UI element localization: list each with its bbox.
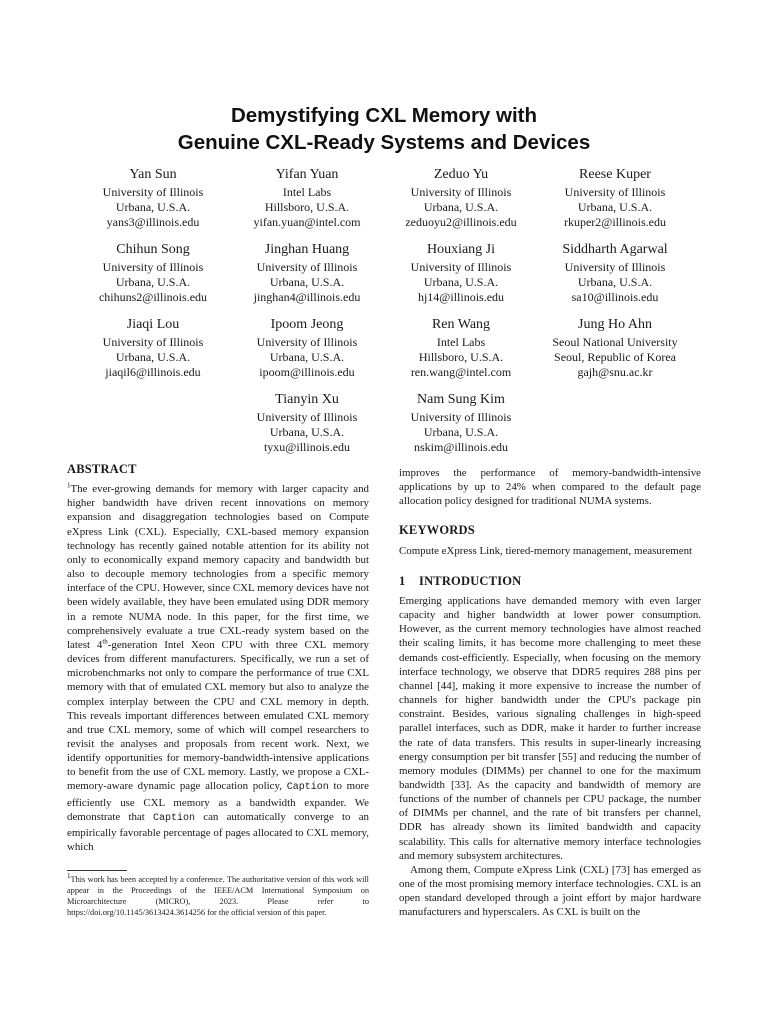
author-name: Zeduo Yu: [433, 167, 489, 182]
author-name: Reese Kuper: [579, 167, 651, 182]
author-block: [76, 315, 230, 390]
author-affiliation: University of Illinois: [564, 260, 666, 274]
author-email: yans3@illinois.edu: [106, 215, 200, 229]
abstract-heading: ABSTRACT: [67, 462, 137, 476]
author-email: zeduoyu2@illinois.edu: [405, 215, 517, 229]
introduction-paragraph-1: Emerging applications have demanded memory with even larger capacity and higher bandwidth at lower power consumption. However, as the current memory technologies have almost reached their scaling limits, it has become more challenging to meet these demands cost-efficiently. Especially, when focusing on the memory interface technology, we observe that DDR5 requires 288 pins per channel [44], making it more expensive to increase the number of channels for higher bandwidth under the CPU's package pin constraint. Besides, various signaling challenges in high-speed parallel interfaces, such as DDR, make it harder to further increase the rate of data transfers. This results in super-linearly increasing energy consumption per bit transfer [55] and reducing the number of memory modules (DIMMs) per channel to one for the maximum bandwidth [33]. As the capacity and bandwidth of memory are functions of the number of channels per CPU package, the number of DIMMs per channel, and the rate of bit transfers per channel, DDR has already shown its limited bandwidth and capacity scalability. This calls for alternative memory interface technologies and memory subsystem architectures.: [399, 594, 701, 862]
author-email: yifan.yuan@intel.com: [253, 215, 361, 229]
author-block: [538, 240, 692, 315]
author-affiliation: University of Illinois: [102, 185, 204, 199]
author-name: Ipoom Jeong: [270, 317, 344, 332]
author-email: jinghan4@illinois.edu: [253, 290, 361, 304]
author-name: Yifan Yuan: [275, 167, 339, 182]
author-location: Urbana, U.S.A.: [269, 275, 345, 289]
author-affiliation: Seoul National University: [552, 335, 678, 349]
author-location: Urbana, U.S.A.: [269, 425, 345, 439]
author-email: tyxu@illinois.edu: [263, 440, 351, 454]
abstract-footnote-mark: 1: [67, 481, 71, 490]
author-name: Jung Ho Ahn: [578, 317, 652, 332]
author-location: Seoul, Republic of Korea: [554, 350, 676, 364]
introduction-paragraph-2: Among them, Compute eXpress Link (CXL) [73] has emerged as one of the most promising memory interface technologies. CXL is an open standard developed through a joint effort by major hardware manufacturers and hyperscalers. As CXL is built on the: [399, 863, 701, 919]
author-email: rkuper2@illinois.edu: [563, 215, 667, 229]
author-block: [384, 240, 538, 315]
author-affiliation: University of Illinois: [256, 410, 358, 424]
author-affiliation: University of Illinois: [102, 260, 204, 274]
paper-title: [0, 102, 768, 156]
author-affiliation: University of Illinois: [256, 260, 358, 274]
keywords-heading: KEYWORDS: [399, 523, 475, 538]
author-block: [538, 165, 692, 240]
author-name: Siddharth Agarwal: [562, 242, 668, 257]
author-name: Jinghan Huang: [264, 242, 350, 257]
author-affiliation: University of Illinois: [564, 185, 666, 199]
author-email: gajh@snu.ac.kr: [577, 365, 653, 379]
author-location: Hillsboro, U.S.A.: [264, 200, 350, 214]
author-email: ren.wang@intel.com: [410, 365, 512, 379]
title-line-2: Genuine CXL-Ready Systems and Devices: [177, 131, 591, 154]
author-location: Urbana, U.S.A.: [577, 200, 653, 214]
keywords-text: Compute eXpress Link, tiered-memory management, measurement: [399, 544, 693, 557]
author-email: nskim@illinois.edu: [413, 440, 509, 454]
author-block: [76, 240, 230, 315]
author-block: [230, 165, 384, 240]
author-email: ipoom@illinois.edu: [259, 365, 355, 379]
abstract-continued: improves the performance of memory-bandwidth-intensive applications by up to 24% when compared to the default page allocation policy designed for traditional NUMA systems.: [399, 467, 701, 508]
author-email: hj14@illinois.edu: [417, 290, 505, 304]
author-block: [230, 240, 384, 315]
author-location: Hillsboro, U.S.A.: [418, 350, 504, 364]
author-name: Jiaqi Lou: [126, 317, 180, 332]
author-location: Urbana, U.S.A.: [423, 275, 499, 289]
author-name: Nam Sung Kim: [417, 392, 505, 407]
code-caption: Caption: [153, 812, 196, 824]
author-location: Urbana, U.S.A.: [115, 200, 191, 214]
author-name: Chihun Song: [116, 242, 190, 257]
author-location: Urbana, U.S.A.: [423, 200, 499, 214]
introduction-heading: 1 INTRODUCTION: [399, 573, 522, 588]
author-affiliation: University of Illinois: [410, 185, 512, 199]
author-name: Tianyin Xu: [275, 392, 339, 407]
footnote-rule: [67, 870, 127, 871]
abstract-text: $^1$The ever-growing demands for memory with larger capacity and higher bandwidth have driven recent innovations on memory expansion and disaggregation technologies based on Compute eXpress Link (CXL). Especially, CXL-based memory expansion technology has recently gained notable attention for its ability not only to economically expand memory capacity and bandwidth but also to decouple memory technologies from a specific memory interface of the CPU. However, since CXL memory devices have not been widely available, they have been emulated using DDR memory in a remote NUMA node. In this paper, for the first time, we comprehensively evaluate a true CXL-ready system based on the latest 4th-generation Intel Xeon CPU with three CXL memory devices from different manufacturers. Specifically, we run a set of microbenchmarks not only to compare the performance of true CXL memory with that of emulated CXL memory but also to analyze the complex interplay between the CPU and CXL memory in depth. This reveals important differences between emulated CXL memory and true CXL memory, some of which will compel researchers to revisit the analyses and proposals from recent work. Next, we identify opportunities for memory-bandwidth-intensive applications to benefit from the use of CXL memory. Lastly, we propose a CXL-memory-aware dynamic page allocation policy, Caption to more efficiently use CXL memory as a bandwidth expander. We demonstrate that Caption can automatically converge to an empirically favorable percentage of pages allocated to CXL memory, which: [67, 481, 369, 854]
author-block: [230, 315, 384, 390]
author-location: Urbana, U.S.A.: [577, 275, 653, 289]
author-location: Urbana, U.S.A.: [269, 350, 345, 364]
title-line-1: Demystifying CXL Memory with: [230, 104, 538, 127]
author-email: chihuns2@illinois.edu: [98, 290, 208, 304]
author-location: Urbana, U.S.A.: [115, 350, 191, 364]
author-name: Houxiang Ji: [426, 242, 496, 257]
author-location: Urbana, U.S.A.: [115, 275, 191, 289]
author-affiliation: University of Illinois: [410, 410, 512, 424]
author-name: Ren Wang: [431, 317, 491, 332]
code-caption: Caption: [286, 782, 329, 794]
author-block: [230, 390, 384, 460]
author-affiliation: University of Illinois: [256, 335, 358, 349]
author-block: [538, 315, 692, 390]
footnote: $^1$This work has been accepted by a conference. The authoritative version of this work will appear in the Proceedings of the IEEE/ACM International Symposium on Microarchitecture (MICRO), 2023. Please refer to https://doi.org/10.1145/3613424.3614256 for the official version of this paper.: [67, 872, 369, 917]
author-block: [384, 315, 538, 390]
author-name: Yan Sun: [129, 167, 177, 182]
author-affiliation: Intel Labs: [282, 185, 332, 199]
author-location: Urbana, U.S.A.: [423, 425, 499, 439]
author-block: [384, 165, 538, 240]
author-block: [76, 165, 230, 240]
author-block: [384, 390, 538, 460]
author-email: sa10@illinois.edu: [571, 290, 659, 304]
author-email: jiaqil6@illinois.edu: [105, 365, 201, 379]
left-column: [67, 462, 369, 854]
author-affiliation: Intel Labs: [436, 335, 486, 349]
author-affiliation: University of Illinois: [102, 335, 204, 349]
author-affiliation: University of Illinois: [410, 260, 512, 274]
right-column: [399, 466, 701, 920]
author-list: [76, 165, 692, 460]
